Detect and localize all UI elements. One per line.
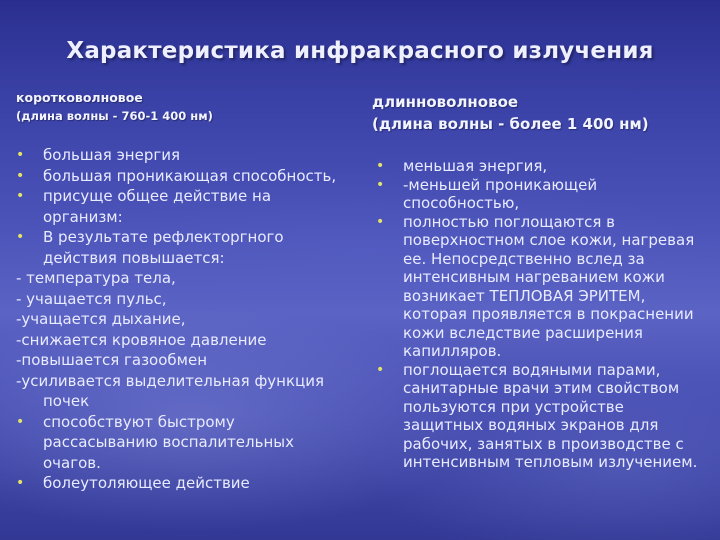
- bullet-icon: •: [16, 147, 25, 163]
- list-item-text: возникает ТЕПЛОВАЯ ЭРИТЕМ,: [403, 286, 646, 305]
- list-item-text: большая энергия: [43, 146, 181, 164]
- right-column-header: [372, 90, 712, 134]
- list-item-text: -усиливается выделительная функция: [16, 371, 325, 390]
- list-item-continuation: [376, 287, 712, 306]
- list-line: [16, 350, 356, 371]
- left-subheading: (длина волны - 760-1 400 нм): [16, 109, 213, 123]
- list-item: [16, 473, 356, 494]
- list-item-continuation: [16, 453, 356, 474]
- list-item-text: -повышается газообмен: [16, 351, 208, 369]
- list-item-continuation: [376, 324, 712, 343]
- left-heading: коротковолновое: [16, 90, 143, 105]
- list-item-text: очагов.: [43, 453, 101, 472]
- list-item-text: большая проникающая способность,: [43, 166, 337, 185]
- list-item-text: интенсивным нагреванием кожи: [403, 268, 665, 286]
- list-item-text: - учащается пульс,: [16, 289, 167, 308]
- list-item-text: защитных водяных экранов для: [403, 416, 659, 434]
- list-item-text: -учащается дыхание,: [16, 310, 186, 328]
- bullet-icon: •: [376, 158, 385, 174]
- list-item-text: -меньшей проникающей: [403, 175, 598, 194]
- list-item-continuation: [16, 391, 356, 412]
- list-item-text: рассасыванию воспалительных: [43, 433, 294, 451]
- list-item-text: поглощается водяными парами,: [403, 360, 661, 379]
- list-item-text: болеутоляющее действие: [43, 474, 250, 492]
- list-item-text: -снижается кровяное давление: [16, 330, 267, 349]
- list-item: [16, 412, 356, 433]
- list-item-continuation: [376, 416, 712, 435]
- list-item-continuation: [376, 194, 712, 213]
- list-item-continuation: [16, 432, 356, 453]
- list-item: [376, 361, 712, 380]
- right-subheading: (длина волны - более 1 400 нм): [372, 115, 649, 133]
- list-item-text: которая проявляется в покраснении: [403, 305, 694, 323]
- list-item-text: присуще общее действие на: [43, 187, 272, 205]
- list-item: [16, 186, 356, 207]
- list-item-continuation: [376, 268, 712, 287]
- bullet-icon: •: [16, 188, 25, 204]
- list-item-continuation: [376, 453, 712, 472]
- right-list: [376, 157, 712, 472]
- list-line: [16, 268, 356, 289]
- bullet-icon: •: [16, 475, 25, 491]
- bullet-icon: •: [376, 176, 385, 193]
- list-item-continuation: [376, 250, 712, 269]
- right-heading: длинноволновое: [372, 93, 519, 111]
- list-item-continuation: [16, 248, 356, 269]
- list-item-text: способностью,: [403, 194, 520, 212]
- list-item: [16, 227, 356, 248]
- list-item: [16, 166, 356, 187]
- bullet-icon: •: [376, 361, 385, 378]
- left-column-header: [16, 90, 356, 124]
- list-line: [16, 309, 356, 330]
- list-item-text: пользуются при устройстве: [403, 397, 624, 416]
- left-list: [16, 145, 356, 494]
- list-item-text: меньшая энергия,: [403, 157, 548, 175]
- list-item-continuation: [376, 398, 712, 417]
- list-line: [16, 371, 356, 392]
- list-item-continuation: [376, 305, 712, 324]
- bullet-icon: •: [16, 167, 25, 184]
- list-item-continuation: [376, 342, 712, 361]
- bullet-icon: •: [376, 213, 385, 230]
- list-item-text: рабочих, занятых в производстве с: [403, 434, 684, 453]
- list-item-text: - температура тела,: [16, 269, 176, 287]
- list-item-continuation: [376, 379, 712, 398]
- list-item-continuation: [16, 207, 356, 228]
- list-item-text: капилляров.: [403, 342, 502, 360]
- list-item-text: санитарные врачи этим свойством: [403, 379, 680, 397]
- list-item-continuation: [376, 231, 712, 250]
- list-line: [16, 289, 356, 310]
- list-item-continuation: [376, 435, 712, 454]
- bullet-icon: •: [16, 229, 25, 245]
- list-item-text: кожи вследствие расширения: [403, 323, 643, 342]
- list-item: [376, 157, 712, 176]
- list-line: [16, 330, 356, 351]
- slide-title: Характеристика инфракрасного излучения: [66, 38, 654, 64]
- list-item-text: организм:: [43, 207, 123, 226]
- list-item: [376, 176, 712, 195]
- list-item-text: поверхностном слое кожи, нагревая: [403, 231, 695, 249]
- list-item-text: почек: [43, 392, 90, 410]
- list-item: [376, 213, 712, 232]
- list-item-text: интенсивным тепловым излучением.: [403, 453, 698, 471]
- list-item-text: полностью поглощаются в: [403, 212, 615, 231]
- list-item-text: ее. Непосредственно вслед за: [403, 249, 645, 268]
- list-item-text: способствуют быстрому: [43, 412, 235, 431]
- list-item-text: В результате рефлекторгного: [43, 228, 284, 246]
- list-item-text: действия повышается:: [43, 248, 225, 267]
- bullet-icon: •: [16, 413, 25, 430]
- list-item: [16, 145, 356, 166]
